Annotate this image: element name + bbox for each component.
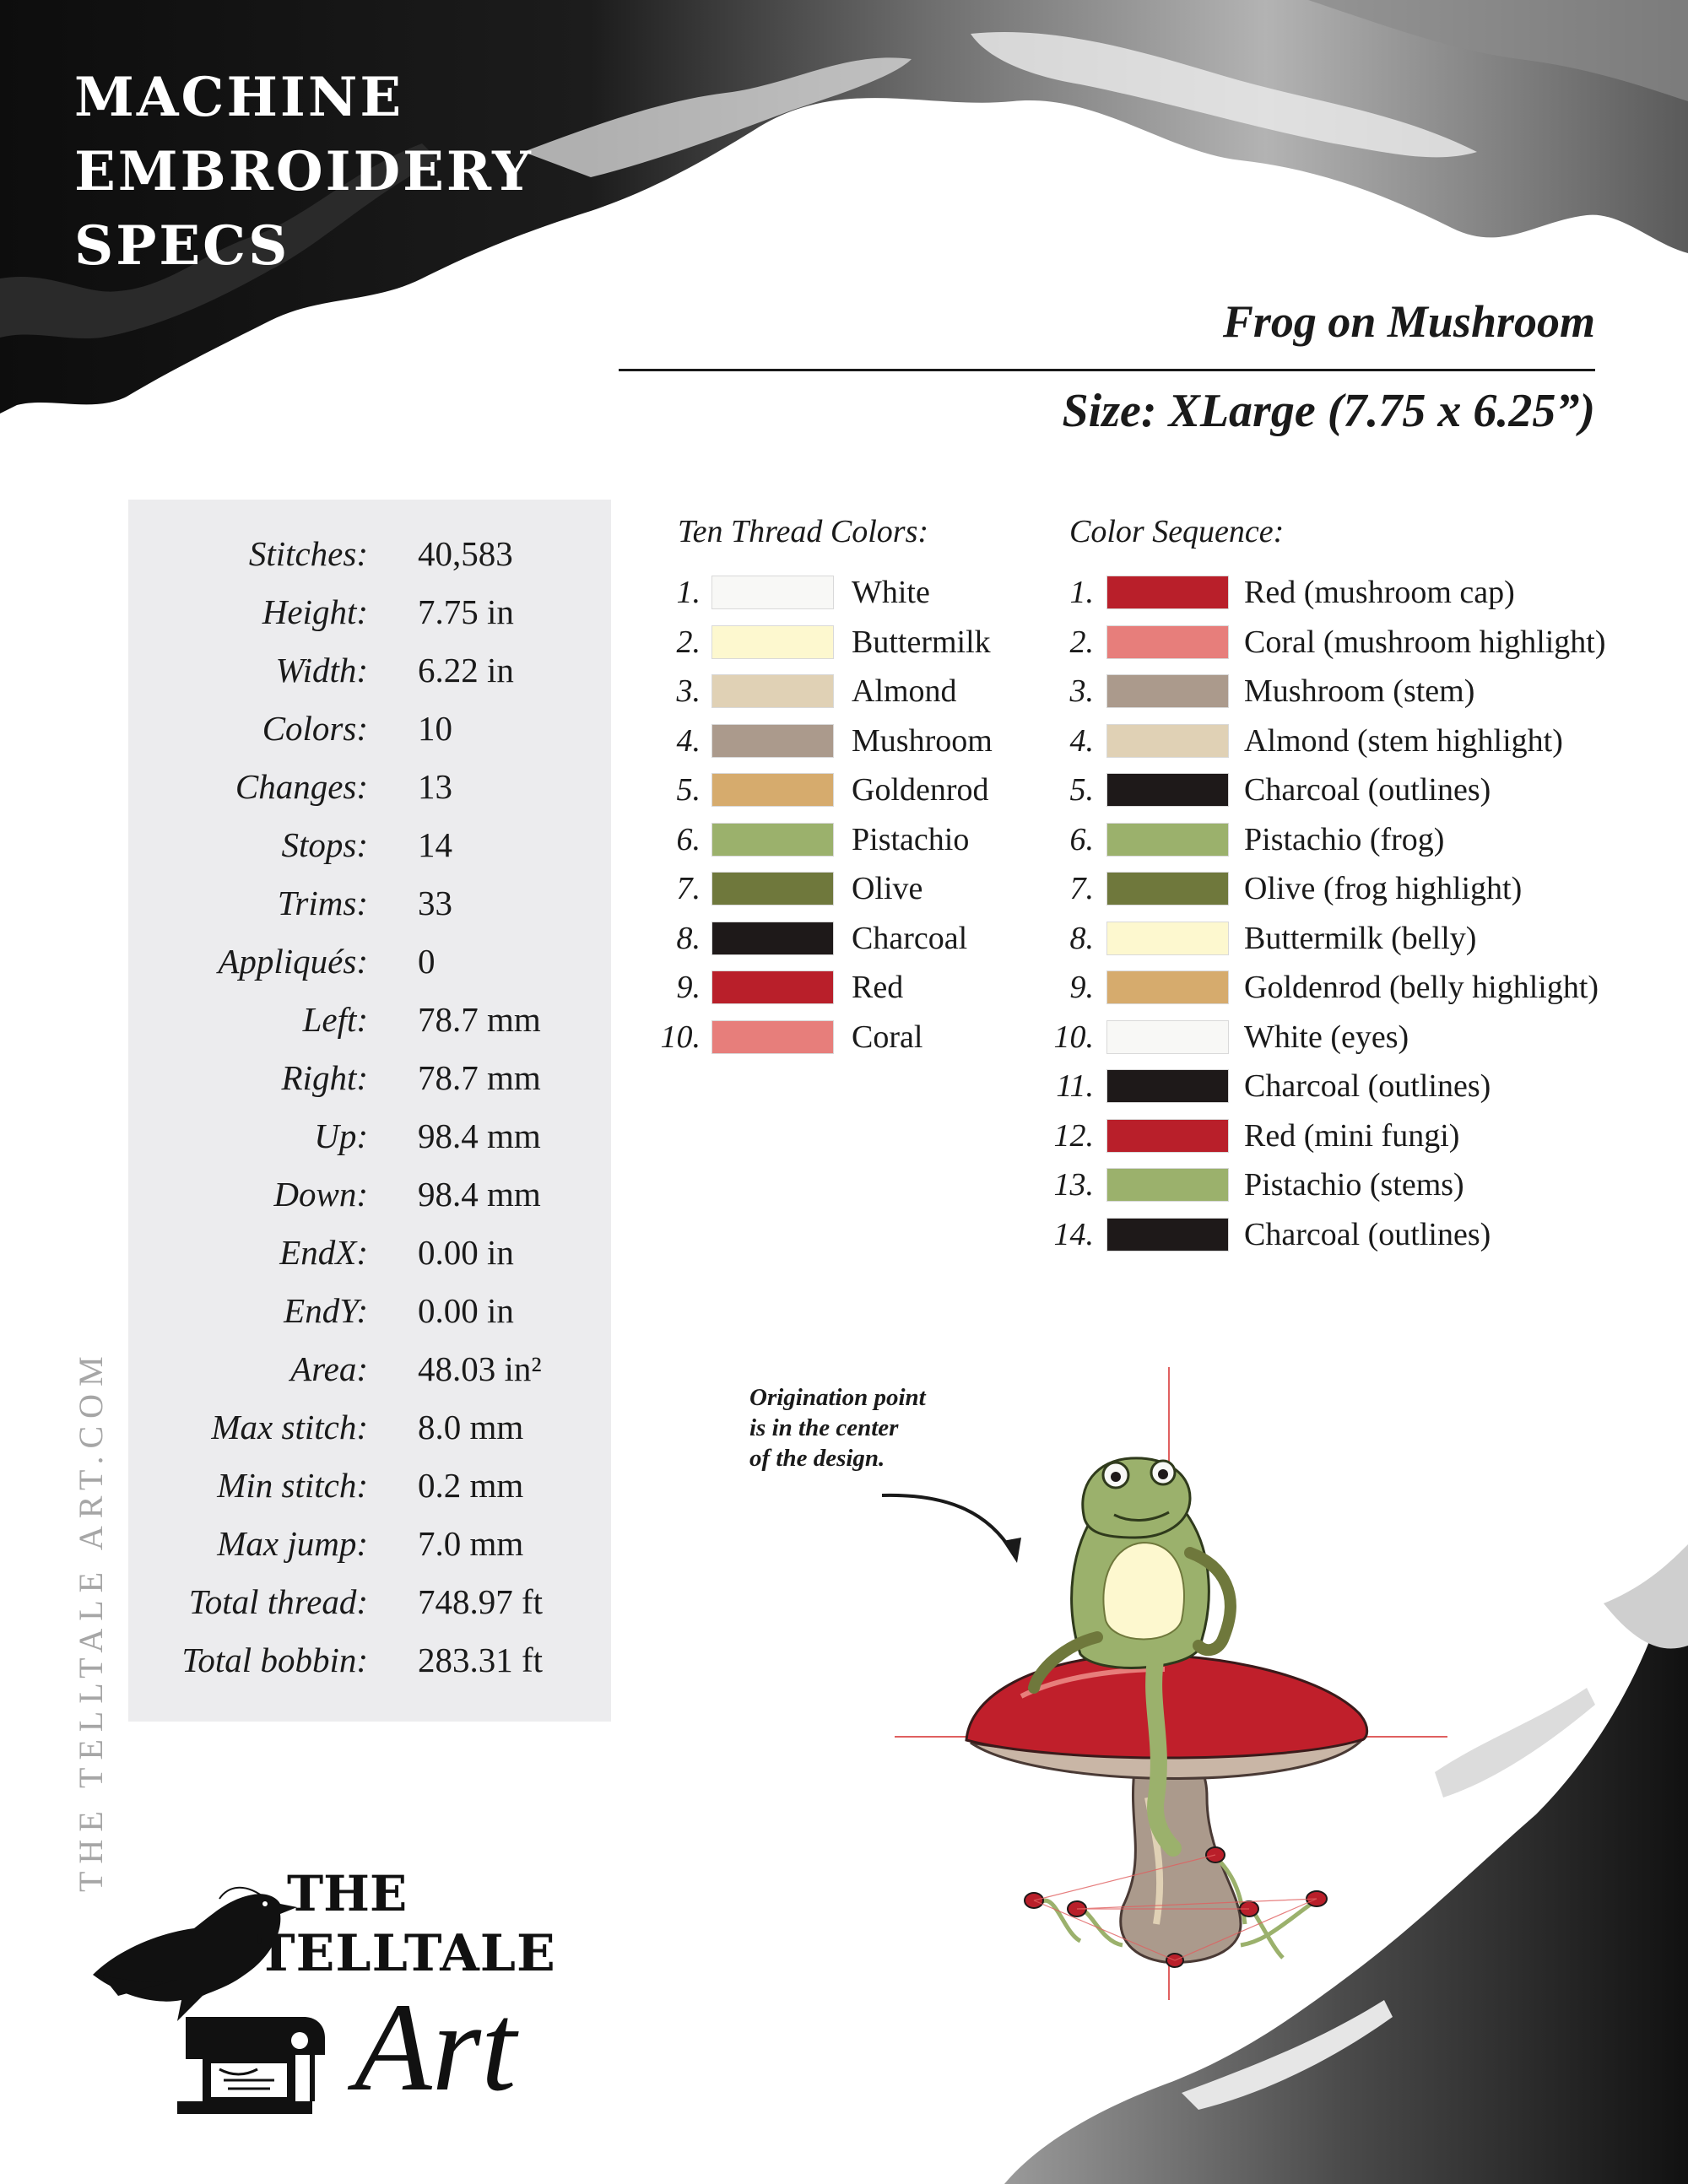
color-swatch [1106,674,1229,708]
thread-name: Coral [852,1019,923,1055]
stat-value: 283.31 ft [418,1641,544,1679]
item-number: 2. [1069,624,1094,660]
origin-arrow [882,1495,1013,1553]
stat-value: 14 [418,825,452,864]
stat-value: 78.7 mm [418,1000,541,1039]
thread-name: White (eyes) [1244,1019,1409,1055]
origin-note-line-2: is in the center [749,1414,899,1441]
item-number: 6. [1069,821,1094,857]
stat-row [128,1465,611,1516]
item-number: 1. [1069,575,1094,610]
sequence-item [0,969,1688,1011]
item-number: 5. [1069,772,1094,808]
stat-label: Right: [281,1058,368,1097]
thread-name: Almond (stem highlight) [1244,722,1563,759]
item-number: 7. [1069,871,1094,906]
thread-name: Goldenrod (belly highlight) [1244,970,1599,1005]
thread-name: Mushroom [852,722,993,759]
sequence-item [0,920,1688,962]
sequence-item [0,1216,1688,1258]
color-swatch [1106,970,1229,1004]
item-number: 7. [676,871,701,906]
color-swatch [1106,872,1229,905]
stat-value: 6.22 in [418,651,514,689]
stat-value: 0.00 in [418,1233,514,1272]
thread-colors-title: Ten Thread Colors: [678,514,929,549]
stat-label: Max stitch: [211,1408,368,1446]
stat-value: 98.4 mm [418,1175,541,1214]
title-line-3: SPECS [74,214,290,278]
color-swatch [1106,1119,1229,1153]
sequence-item [0,574,1688,616]
stat-label: Area: [290,1349,368,1388]
thread-name: Red (mushroom cap) [1244,575,1515,610]
stat-value: 10 [418,709,452,748]
stat-value: 98.4 mm [418,1116,541,1155]
thread-name: Olive (frog highlight) [1244,871,1523,906]
color-swatch [1106,1168,1229,1202]
color-swatch [1106,1020,1229,1054]
stat-row [128,1407,611,1457]
item-number: 1. [676,575,701,610]
sidebar-url: THE TELLTALE ART.COM [72,1349,110,1892]
stat-value: 748.97 ft [418,1582,544,1621]
item-number: 5. [676,772,701,808]
mushroom-cap [966,1655,1367,1758]
stat-label: Min stitch: [217,1466,368,1505]
stat-value: 78.7 mm [418,1058,541,1097]
thread-name: Pistachio [852,821,970,857]
color-swatch [1106,724,1229,758]
thread-name: Charcoal (outlines) [1244,772,1491,808]
stat-label: Down: [273,1175,368,1214]
color-swatch [1106,625,1229,659]
item-number: 10. [660,1019,701,1055]
stat-label: Colors: [262,709,368,748]
sequence-item [0,771,1688,814]
document-title [74,61,533,284]
stat-value: 0.00 in [418,1291,514,1330]
color-swatch [1106,773,1229,807]
thread-name: Charcoal (outlines) [1244,1216,1491,1252]
stat-value: 0.2 mm [418,1466,524,1505]
stat-label: EndX: [279,1233,368,1272]
thread-name: White [852,575,930,610]
color-swatch [1106,1218,1229,1251]
stat-label: Stops: [281,825,368,864]
divider [619,369,1595,371]
item-number: 4. [676,722,701,759]
item-number: 3. [676,673,701,709]
stat-value: 40,583 [418,534,513,573]
thread-name: Charcoal [852,920,968,956]
item-number: 8. [1069,920,1094,956]
stat-label: Max jump: [217,1524,368,1563]
thread-name: Pistachio (frog) [1244,821,1445,857]
thread-name: Red [852,970,904,1005]
item-number: 2. [676,624,701,660]
item-number: 8. [676,920,701,956]
color-swatch [1106,1069,1229,1103]
stat-label: Changes: [235,767,368,806]
item-number: 11. [1056,1068,1094,1104]
stat-value: 0 [418,942,436,981]
item-number: 4. [1069,722,1094,759]
color-sequence-title: Color Sequence: [1069,514,1285,549]
stat-row [128,1349,611,1399]
origin-note-line-3: of the design. [749,1445,885,1472]
item-number: 9. [676,970,701,1005]
thread-name: Olive [852,871,923,906]
stat-row [128,1290,611,1341]
thread-name: Almond [852,673,957,709]
sequence-item [0,673,1688,715]
item-number: 13. [1053,1167,1094,1203]
design-preview [844,1350,1519,2025]
item-number: 3. [1069,673,1094,709]
sequence-item [0,624,1688,666]
sequence-item [0,722,1688,765]
sequence-item [0,1019,1688,1061]
stat-row [128,1523,611,1574]
sequence-item [0,821,1688,863]
thread-name: Coral (mushroom highlight) [1244,624,1606,660]
logo-text-the: THE [287,1865,408,1922]
stat-value: 48.03 in² [418,1349,542,1388]
thread-name: Buttermilk (belly) [1244,920,1477,956]
thread-name: Buttermilk [852,624,991,660]
title-line-2: EMBROIDERY [74,140,533,203]
thread-name: Pistachio (stems) [1244,1167,1464,1203]
thread-name: Goldenrod [852,772,989,808]
sequence-item [0,1068,1688,1110]
item-number: 10. [1053,1019,1094,1055]
arrow-head-icon [1003,1538,1021,1563]
thread-name: Mushroom (stem) [1244,673,1475,709]
color-swatch [1106,576,1229,609]
stat-label: Appliqués: [218,942,368,981]
stat-value: 7.0 mm [418,1524,524,1563]
thread-name: Red (mini fungi) [1244,1117,1460,1154]
stat-value: 8.0 mm [418,1408,524,1446]
stat-label: Stitches: [248,534,368,573]
sequence-item [0,870,1688,912]
item-number: 12. [1053,1117,1094,1154]
logo-text-telltale: TELLTALE [257,1924,556,1983]
origin-note-line-1: Origination point [749,1384,926,1411]
stat-value: 7.75 in [418,592,514,631]
color-swatch [1106,823,1229,857]
thread-name: Charcoal (outlines) [1244,1068,1491,1104]
stat-label: Total bobbin: [181,1641,368,1679]
design-size: Size: XLarge (7.75 x 6.25”) [1062,385,1595,437]
design-name: Frog on Mushroom [1222,296,1595,347]
stat-label: Trims: [277,884,368,922]
frog-belly [1103,1543,1184,1640]
stat-row [128,1640,611,1690]
title-line-1: MACHINE [74,66,404,129]
color-swatch [1106,922,1229,955]
stat-label: Width: [275,651,368,689]
stat-label: Up: [314,1116,368,1155]
item-number: 9. [1069,970,1094,1005]
stat-label: Total thread: [188,1582,368,1621]
logo-text-art: Art [354,1977,517,2117]
sequence-item [0,1166,1688,1208]
item-number: 6. [676,821,701,857]
stat-value: 33 [418,884,452,922]
item-number: 14. [1053,1216,1094,1252]
telltale-art-logo [84,1848,641,2127]
stat-label: Left: [302,1000,368,1039]
stat-row [128,1581,611,1632]
stat-label: EndY: [284,1291,368,1330]
sequence-item [0,1117,1688,1160]
stat-value: 13 [418,767,452,806]
stat-label: Height: [262,592,368,631]
